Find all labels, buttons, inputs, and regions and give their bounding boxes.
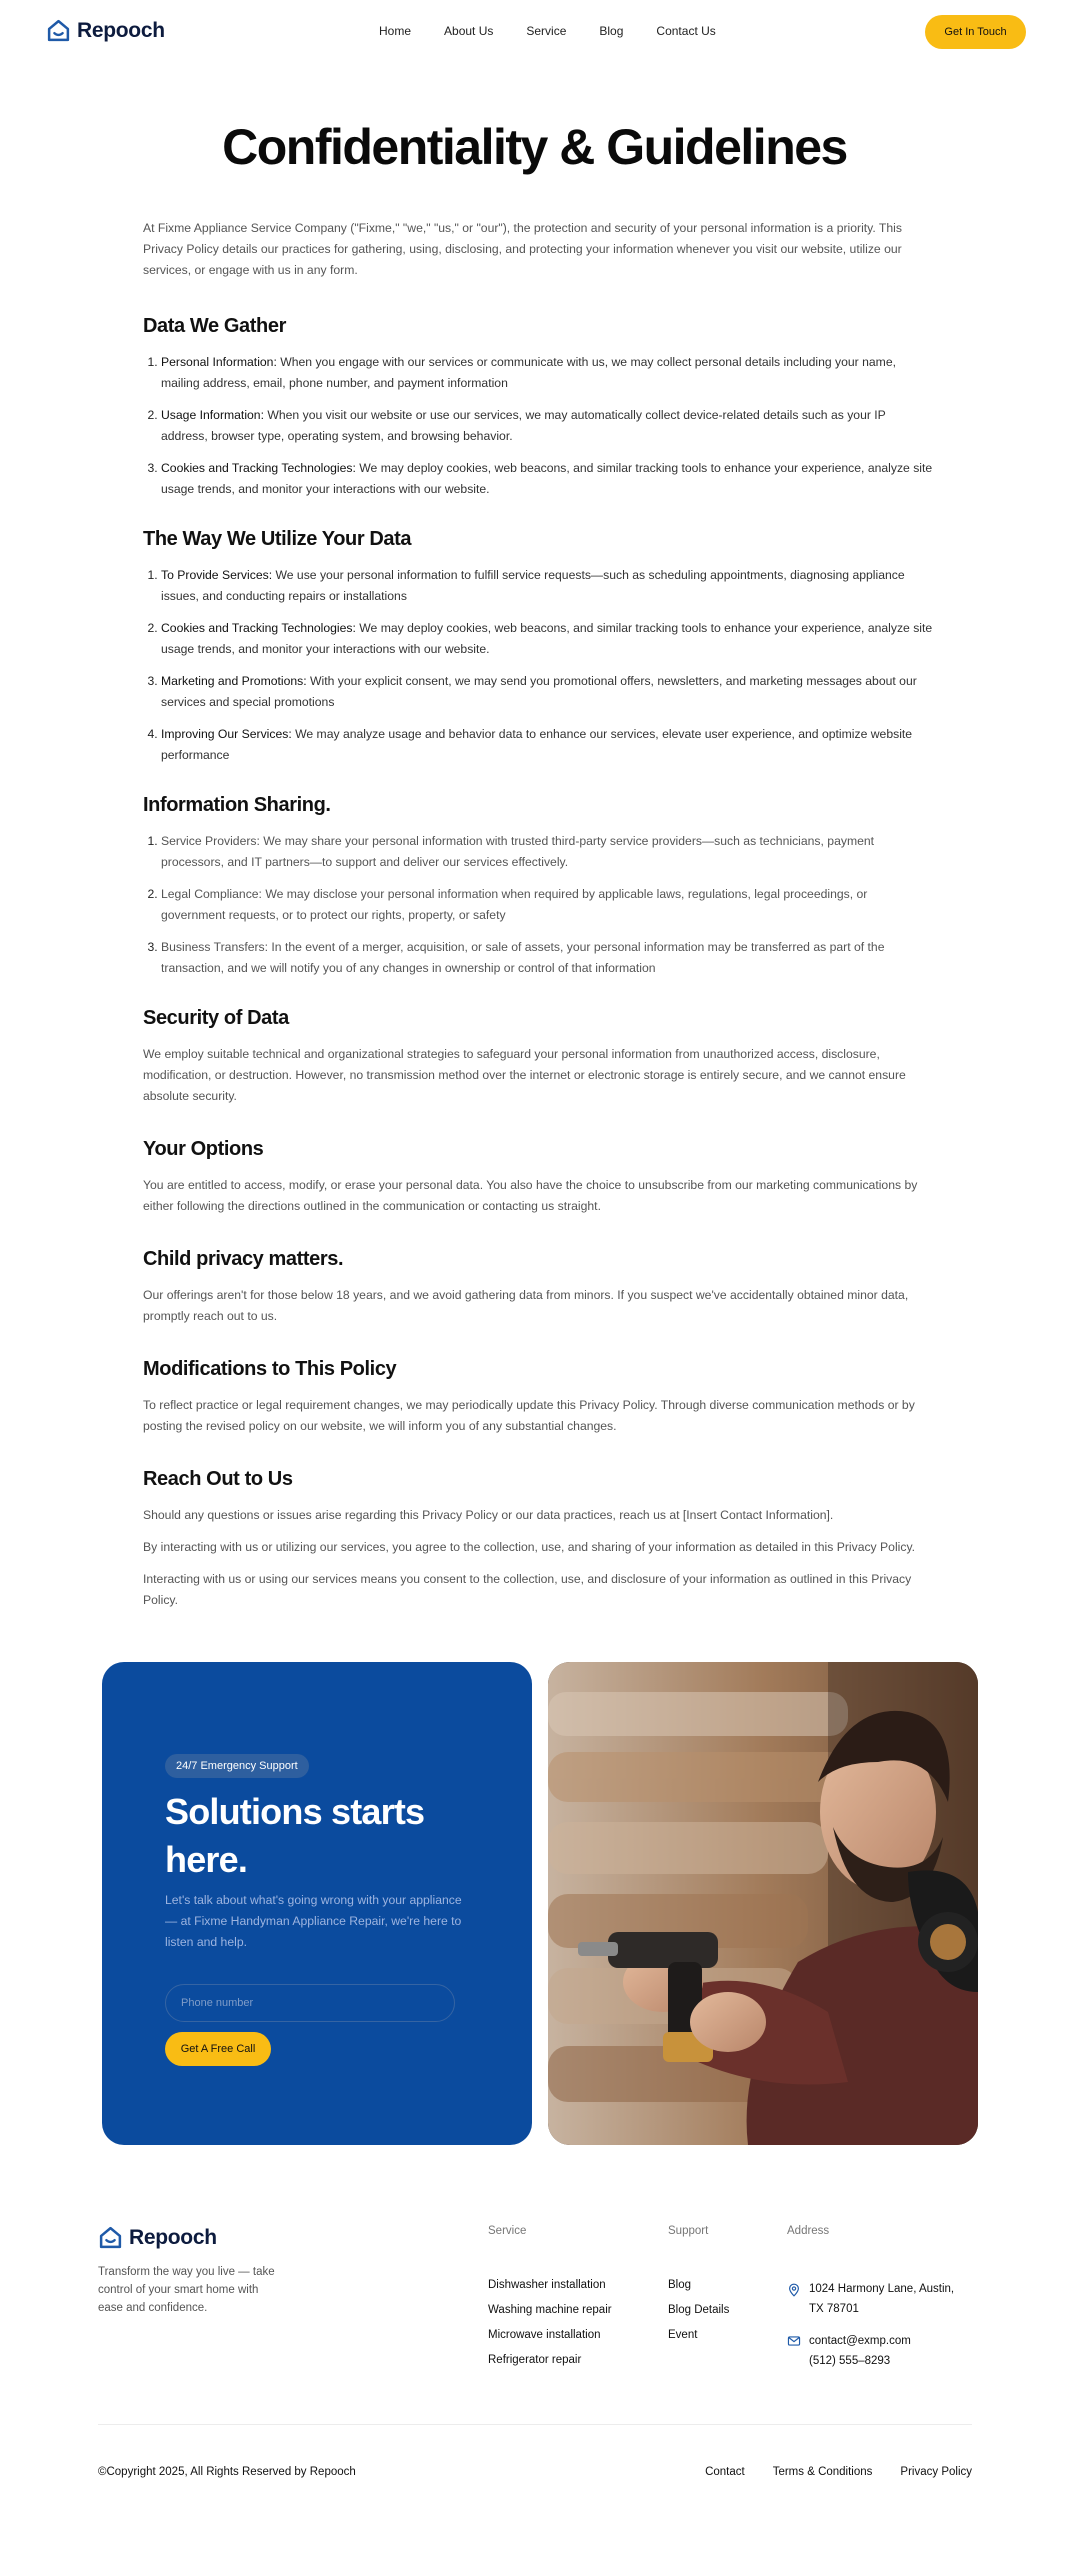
header-logo[interactable] [46,18,165,43]
section-heading-data-gather: Data We Gather [143,315,286,337]
data-gather-list [143,352,933,500]
address-row [787,2279,969,2319]
section-heading-security: Security of Data [143,1007,289,1029]
reach-paragraph-3: Interacting with us or using our services means you consent to the collection, use, and disclosure of your information as outlined in this Privacy Policy. [143,1572,912,1607]
footer-link[interactable]: Microwave installation [488,2329,601,2341]
nav-contact[interactable]: Contact Us [656,24,716,38]
section-heading-modifications: Modifications to This Policy [143,1358,397,1380]
list-item: 2. Legal Compliance: We may disclose your personal information when required by applicable laws, regulations, legal proceedings, or government requests, or to protect our rights, property, or safety [161,884,933,926]
list-item: 1. Personal Information: When you engage with our services or communicate with us, we may collect personal details including your name, mailing address, email, phone number, and payment information [161,352,933,394]
email-link[interactable]: contact@exmp.com [809,2335,911,2347]
nav-service[interactable]: Service [526,24,567,38]
list-item: 3. Cookies and Tracking Technologies: We may deploy cookies, web beacons, and similar tracking tools to enhance your experience, analyze site usage trends, and monitor your interactions with our website. [161,458,933,500]
footer-brand-name: Repooch [129,2225,217,2249]
main-nav [379,24,716,38]
footer-support-column [668,2225,729,2354]
footer-legal-links [677,2466,972,2478]
mail-icon [787,2334,801,2348]
legal-link-privacy[interactable]: Privacy Policy [900,2466,972,2478]
list-item: 1. To Provide Services: We use your personal information to fulfill service requests—such as scheduling appointments, diagnosing appliance issues, and conducting repairs or installations [161,565,933,607]
section-heading-options: Your Options [143,1138,264,1160]
utilize-list [143,565,933,766]
footer-address-heading: Address [787,2225,830,2237]
house-icon [46,18,71,43]
policy-content [143,218,933,1611]
footer-support-heading: Support [668,2225,709,2237]
sharing-list [143,831,933,979]
handyman-illustration [548,1662,978,2145]
footer-link[interactable]: Washing machine repair [488,2304,612,2316]
list-item: 4. Improving Our Services: We may analyze usage and behavior data to enhance our services, elevate user experience, and optimize website performance [161,724,933,766]
copyright-text: ©Copyright 2025, All Rights Reserved by Repooch [98,2466,356,2478]
footer-service-column [488,2225,612,2379]
nav-blog[interactable]: Blog [599,24,624,38]
get-in-touch-button[interactable]: Get In Touch [925,15,1026,49]
phone-text: (512) 555–8293 [809,2355,891,2367]
footer-link[interactable]: Refrigerator repair [488,2354,582,2366]
child-privacy-paragraph: Our offerings aren't for those below 18 years, and we avoid gathering data from minors. If you suspect we've accidentally obtained minor data, promptly reach out to us. [143,1288,909,1323]
site-header [0,0,1069,66]
legal-link-terms[interactable]: Terms & Conditions [772,2466,873,2478]
phone-number-input[interactable] [165,1984,455,2022]
section-heading-reach-out: Reach Out to Us [143,1468,293,1490]
legal-link-contact[interactable]: Contact [705,2466,745,2478]
cta-heading: Solutions starts here. [165,1791,425,1880]
options-paragraph: You are entitled to access, modify, or erase your personal data. You also have the choice to unsubscribe from our marketing communications by either following the directions outlined in the communication or contacting us straight. [143,1178,918,1213]
reach-paragraph-2: By interacting with us or utilizing our services, you agree to the collection, use, and sharing of your information as detailed in this Privacy Policy. [143,1540,916,1554]
footer-link[interactable]: Dishwasher installation [488,2279,606,2291]
emergency-support-card [102,1662,532,2145]
footer-tagline: Transform the way you live — take control of your smart home with ease and confidence. [98,2266,275,2314]
email-row [787,2331,969,2371]
footer-service-heading: Service [488,2225,527,2237]
footer-divider [98,2424,972,2425]
handyman-photo [548,1662,978,2145]
list-item: 1. Service Providers: We may share your personal information with trusted third-party service providers—such as technicians, payment processors, and IT partners—to support and deliver our services effectively. [161,831,933,873]
modifications-paragraph: To reflect practice or legal requirement changes, we may periodically update this Privacy Policy. Through diverse communication methods or by posting the revised policy on our website, we will inform you of any substantial changes. [143,1398,915,1433]
nav-home[interactable]: Home [379,24,412,38]
nav-about[interactable]: About Us [444,24,494,38]
footer-logo[interactable] [98,2225,217,2250]
footer-link[interactable]: Event [668,2329,698,2341]
security-paragraph: We employ suitable technical and organizational strategies to safeguard your personal information from unauthorized access, disclosure, modification, or destruction. However, no transmission method over the internet or electronic storage is entirely secure, and we cannot ensure absolute security. [143,1047,906,1103]
reach-paragraph-1: Should any questions or issues arise regarding this Privacy Policy or our data practices, reach us at [Insert Contact Information]. [143,1508,834,1522]
footer-link[interactable]: Blog [668,2279,692,2291]
map-pin-icon [787,2282,801,2298]
page-title: Confidentiality & Guidelines [222,119,847,175]
house-icon [98,2225,123,2250]
list-item: 2. Usage Information: When you visit our website or use our services, we may automatically collect device-related details such as your IP address, browser type, operating system, and browsing behavior. [161,405,933,447]
footer-link[interactable]: Blog Details [668,2304,730,2316]
address-text: 1024 Harmony Lane, Austin, TX 78701 [809,2283,955,2315]
free-call-button[interactable]: Get A Free Call [165,2032,271,2066]
footer-address-column [787,2225,969,2383]
brand-name: Repooch [77,18,165,42]
list-item: 3. Business Transfers: In the event of a merger, acquisition, or sale of assets, your personal information may be transferred as part of the transaction, and we will notify you of any changes in ownership or control of that information [161,937,933,979]
list-item: 3. Marketing and Promotions: With your explicit consent, we may send you promotional offers, newsletters, and marketing messages about our services and special promotions [161,671,933,713]
section-heading-sharing: Information Sharing. [143,794,331,816]
cta-description: Let's talk about what's going wrong with your appliance — at Fixme Handyman Appliance Repair, we're here to listen and help. [165,1893,462,1949]
intro-paragraph: At Fixme Appliance Service Company ("Fixme," "we," "us," or "our"), the protection and security of your personal information is a priority. This Privacy Policy details our practices for gathering, using, disclosing, and protecting your information whenever you visit our website, utilize our services, or engage with us in any form. [143,221,902,277]
section-heading-utilize: The Way We Utilize Your Data [143,528,412,550]
emergency-badge: 24/7 Emergency Support [165,1754,309,1778]
section-heading-child-privacy: Child privacy matters. [143,1248,344,1270]
list-item: 2. Cookies and Tracking Technologies: We may deploy cookies, web beacons, and similar tracking tools to enhance your experience, analyze site usage trends, and monitor your interactions with our website. [161,618,933,660]
